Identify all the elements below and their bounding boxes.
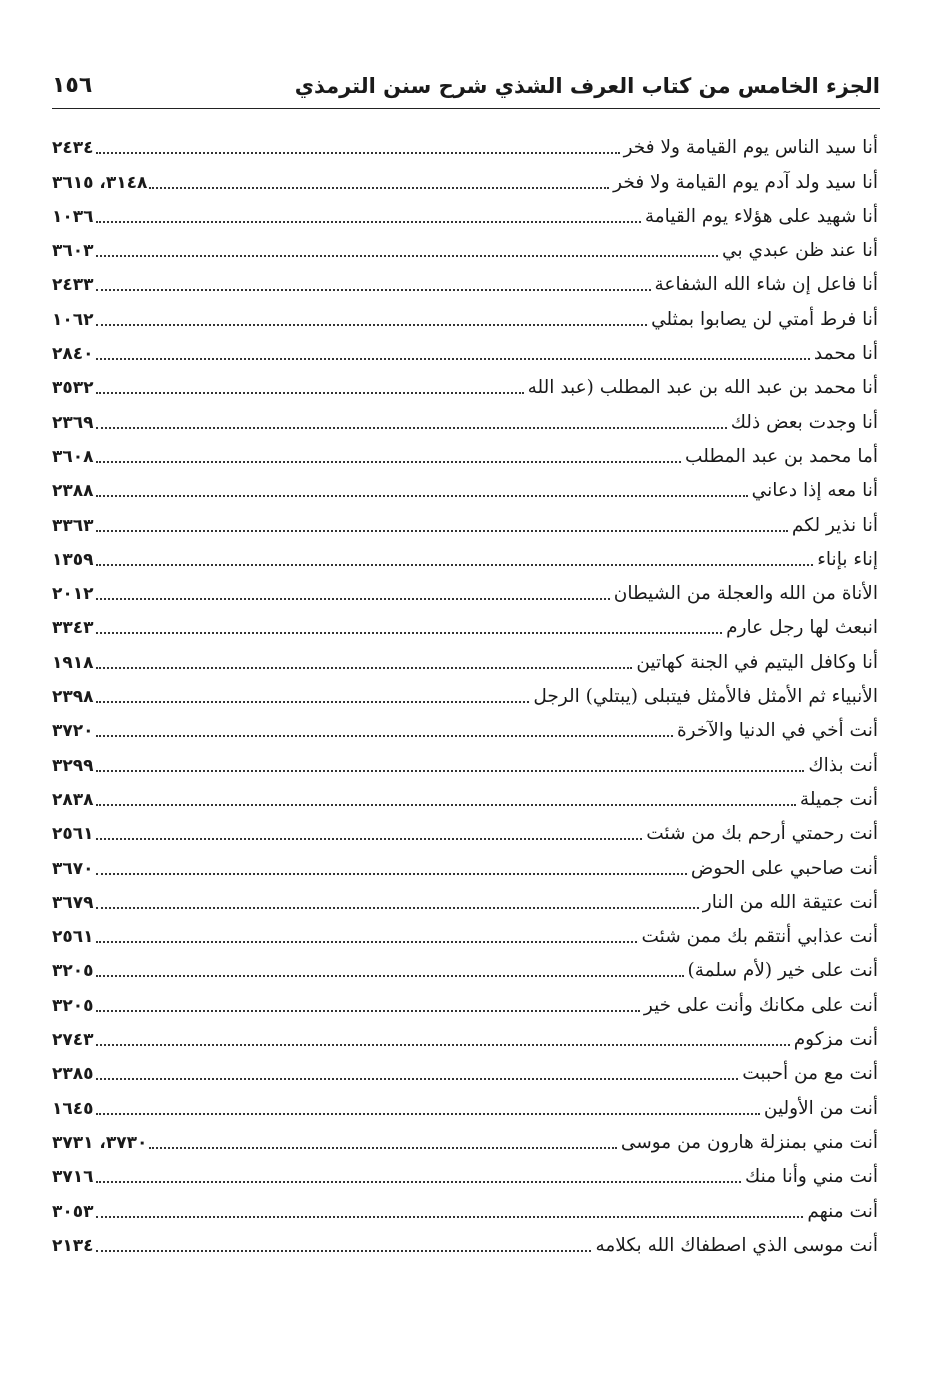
index-entry	[52, 437, 878, 471]
dot-leader	[96, 1078, 739, 1080]
entry-text: أنت عتيقة الله من النار	[702, 891, 878, 913]
dot-leader	[96, 358, 810, 360]
entry-reference-number: ٣٧٢٠	[52, 721, 94, 742]
dot-leader	[96, 667, 633, 669]
entry-text: أنا عند ظن عبدي بي	[722, 240, 878, 262]
index-entry	[52, 368, 878, 402]
entry-reference-number: ٢٣٦٩	[52, 412, 94, 433]
entry-reference-number: ٣٦٠٨	[52, 446, 94, 467]
entry-reference-number: ٣٦٧٠	[52, 858, 94, 879]
index-entry	[52, 745, 878, 779]
entry-reference-number: ٢٨٤٠	[52, 344, 94, 365]
entry-text: أنا نذير لكم	[791, 514, 878, 536]
dot-leader	[96, 735, 673, 737]
dot-leader	[96, 392, 524, 394]
dot-leader	[96, 907, 699, 909]
entry-text: أنت رحمتي أرحم بك من شئت	[646, 823, 878, 845]
index-entry	[52, 505, 878, 539]
entry-reference-number: ٣٧٣٠، ٣٧٣١	[52, 1132, 148, 1153]
index-entry	[52, 231, 878, 265]
entry-reference-number: ٢٤٣٣	[52, 275, 94, 296]
index-entry	[52, 197, 878, 231]
index-entry	[52, 1020, 878, 1054]
dot-leader	[96, 838, 643, 840]
dot-leader	[96, 701, 530, 703]
entry-text: أنا وجدت بعض ذلك	[730, 411, 878, 433]
entry-reference-number: ١٠٣٦	[52, 206, 94, 227]
dot-leader	[96, 632, 723, 634]
entry-text: أنت مزكوم	[793, 1029, 878, 1051]
index-entry	[52, 1226, 878, 1260]
entry-reference-number: ٣٢٠٥	[52, 961, 94, 982]
dot-leader	[149, 1147, 616, 1149]
index-entry	[52, 162, 878, 196]
entry-text: أنت عذابي أنتقم بك ممن شئت	[641, 926, 878, 948]
index-entry	[52, 1088, 878, 1122]
entry-text: إناء بإناء	[817, 548, 878, 570]
dot-leader	[96, 324, 648, 326]
entry-reference-number: ٣٢٩٩	[52, 755, 94, 776]
index-entry	[52, 848, 878, 882]
index-entry	[52, 951, 878, 985]
entry-text: أنت من الأولين	[763, 1097, 878, 1119]
dot-leader	[96, 975, 684, 977]
entry-reference-number: ٣٦٠٣	[52, 241, 94, 262]
entry-text: أنت على خير (لأم سلمة)	[687, 960, 878, 982]
header-divider	[52, 108, 880, 109]
entry-reference-number: ٣٣٤٣	[52, 618, 94, 639]
hadith-index-list	[52, 128, 878, 1260]
page-number: ١٥٦	[52, 73, 93, 98]
entry-text: أنت موسى الذي اصطفاك الله بكلامه	[595, 1234, 878, 1256]
entry-reference-number: ٢٥٦١	[52, 927, 94, 948]
dot-leader	[96, 564, 814, 566]
dot-leader	[96, 461, 682, 463]
dot-leader	[96, 495, 748, 497]
dot-leader	[96, 221, 641, 223]
entry-text: أنا فاعل إن شاء الله الشفاعة	[654, 274, 878, 296]
index-entry	[52, 265, 878, 299]
entry-text: أنت مع من أحببت	[742, 1063, 878, 1085]
entry-reference-number: ١٩١٨	[52, 652, 94, 673]
entry-text: أنا شهيد على هؤلاء يوم القيامة	[644, 205, 878, 227]
dot-leader	[96, 1044, 790, 1046]
entry-reference-number: ٣٧١٦	[52, 1167, 94, 1188]
entry-reference-number: ٣٣٦٣	[52, 515, 94, 536]
dot-leader	[96, 255, 719, 257]
entry-reference-number: ٢٤٣٤	[52, 138, 94, 159]
dot-leader	[96, 770, 805, 772]
dot-leader	[96, 873, 687, 875]
dot-leader	[149, 187, 609, 189]
entry-reference-number: ٢٣٩٨	[52, 687, 94, 708]
index-entry	[52, 540, 878, 574]
entry-text: الأنبياء ثم الأمثل فالأمثل فيتبلى (يبتلي) الرجل	[533, 686, 878, 708]
index-entry	[52, 299, 878, 333]
entry-text: أنا معه إذا دعاني	[751, 480, 878, 502]
entry-text: أنت مني بمنزلة هارون من موسى	[620, 1131, 878, 1153]
index-entry	[52, 1123, 878, 1157]
dot-leader	[96, 1216, 804, 1218]
entry-text: أما محمد بن عبد المطلب	[685, 445, 878, 467]
entry-text: أنت على مكانك وأنت على خير	[643, 994, 878, 1016]
dot-leader	[96, 152, 620, 154]
index-entry	[52, 128, 878, 162]
index-entry	[52, 471, 878, 505]
dot-leader	[96, 1010, 640, 1012]
entry-text: الأناة من الله والعجلة من الشيطان	[613, 583, 878, 605]
entry-reference-number: ٢٨٣٨	[52, 789, 94, 810]
entry-text: انبعث لها رجل عارم	[726, 617, 878, 639]
dot-leader	[96, 941, 638, 943]
entry-reference-number: ١٣٥٩	[52, 549, 94, 570]
entry-text: أنت بذاك	[808, 754, 878, 776]
index-entry	[52, 883, 878, 917]
entry-reference-number: ٢٥٦١	[52, 824, 94, 845]
entry-reference-number: ٣٦٧٩	[52, 892, 94, 913]
entry-text: أنا محمد	[813, 343, 878, 365]
entry-reference-number: ٣٥٣٢	[52, 378, 94, 399]
index-entry	[52, 334, 878, 368]
entry-reference-number: ٢٣٨٨	[52, 481, 94, 502]
entry-reference-number: ١٦٤٥	[52, 1098, 94, 1119]
dot-leader	[96, 289, 651, 291]
entry-text: أنت جميلة	[799, 788, 878, 810]
entry-reference-number: ٢٧٤٣	[52, 1030, 94, 1051]
dot-leader	[96, 804, 796, 806]
entry-text: أنا فرط أمتي لن يصابوا بمثلي	[651, 308, 878, 330]
index-entry	[52, 711, 878, 745]
dot-leader	[96, 598, 610, 600]
entry-text: أنت صاحبي على الحوض	[690, 857, 878, 879]
index-entry	[52, 917, 878, 951]
dot-leader	[96, 1113, 760, 1115]
index-entry	[52, 608, 878, 642]
entry-text: أنت مني وأنا منك	[745, 1166, 878, 1188]
dot-leader	[96, 1181, 742, 1183]
running-title: الجزء الخامس من كتاب العرف الشذي شرح سنن الترمذي	[294, 74, 880, 98]
entry-reference-number: ٢١٣٤	[52, 1235, 94, 1256]
index-entry	[52, 814, 878, 848]
entry-reference-number: ٣١٤٨، ٣٦١٥	[52, 172, 148, 193]
index-entry	[52, 1157, 878, 1191]
index-entry	[52, 402, 878, 436]
entry-text: أنت أخي في الدنيا والآخرة	[676, 720, 878, 742]
entry-reference-number: ٢٣٨٥	[52, 1064, 94, 1085]
dot-leader	[96, 427, 727, 429]
index-entry	[52, 677, 878, 711]
entry-text: أنت منهم	[807, 1200, 878, 1222]
entry-text: أنا وكافل اليتيم في الجنة كهاتين	[636, 651, 878, 673]
index-entry	[52, 1191, 878, 1225]
index-entry	[52, 574, 878, 608]
dot-leader	[96, 1250, 592, 1252]
index-entry	[52, 642, 878, 676]
entry-reference-number: ٣٢٠٥	[52, 995, 94, 1016]
page-header	[52, 58, 880, 98]
entry-reference-number: ٢٠١٢	[52, 584, 94, 605]
index-entry	[52, 1054, 878, 1088]
dot-leader	[96, 530, 788, 532]
entry-reference-number: ٣٠٥٣	[52, 1201, 94, 1222]
entry-text: أنا سيد ولد آدم يوم القيامة ولا فخر	[613, 171, 878, 193]
entry-reference-number: ١٠٦٢	[52, 309, 94, 330]
entry-text: أنا سيد الناس يوم القيامة ولا فخر	[623, 137, 878, 159]
entry-text: أنا محمد بن عبد الله بن عبد المطلب (عبد الله	[527, 377, 878, 399]
index-entry	[52, 985, 878, 1019]
index-entry	[52, 780, 878, 814]
